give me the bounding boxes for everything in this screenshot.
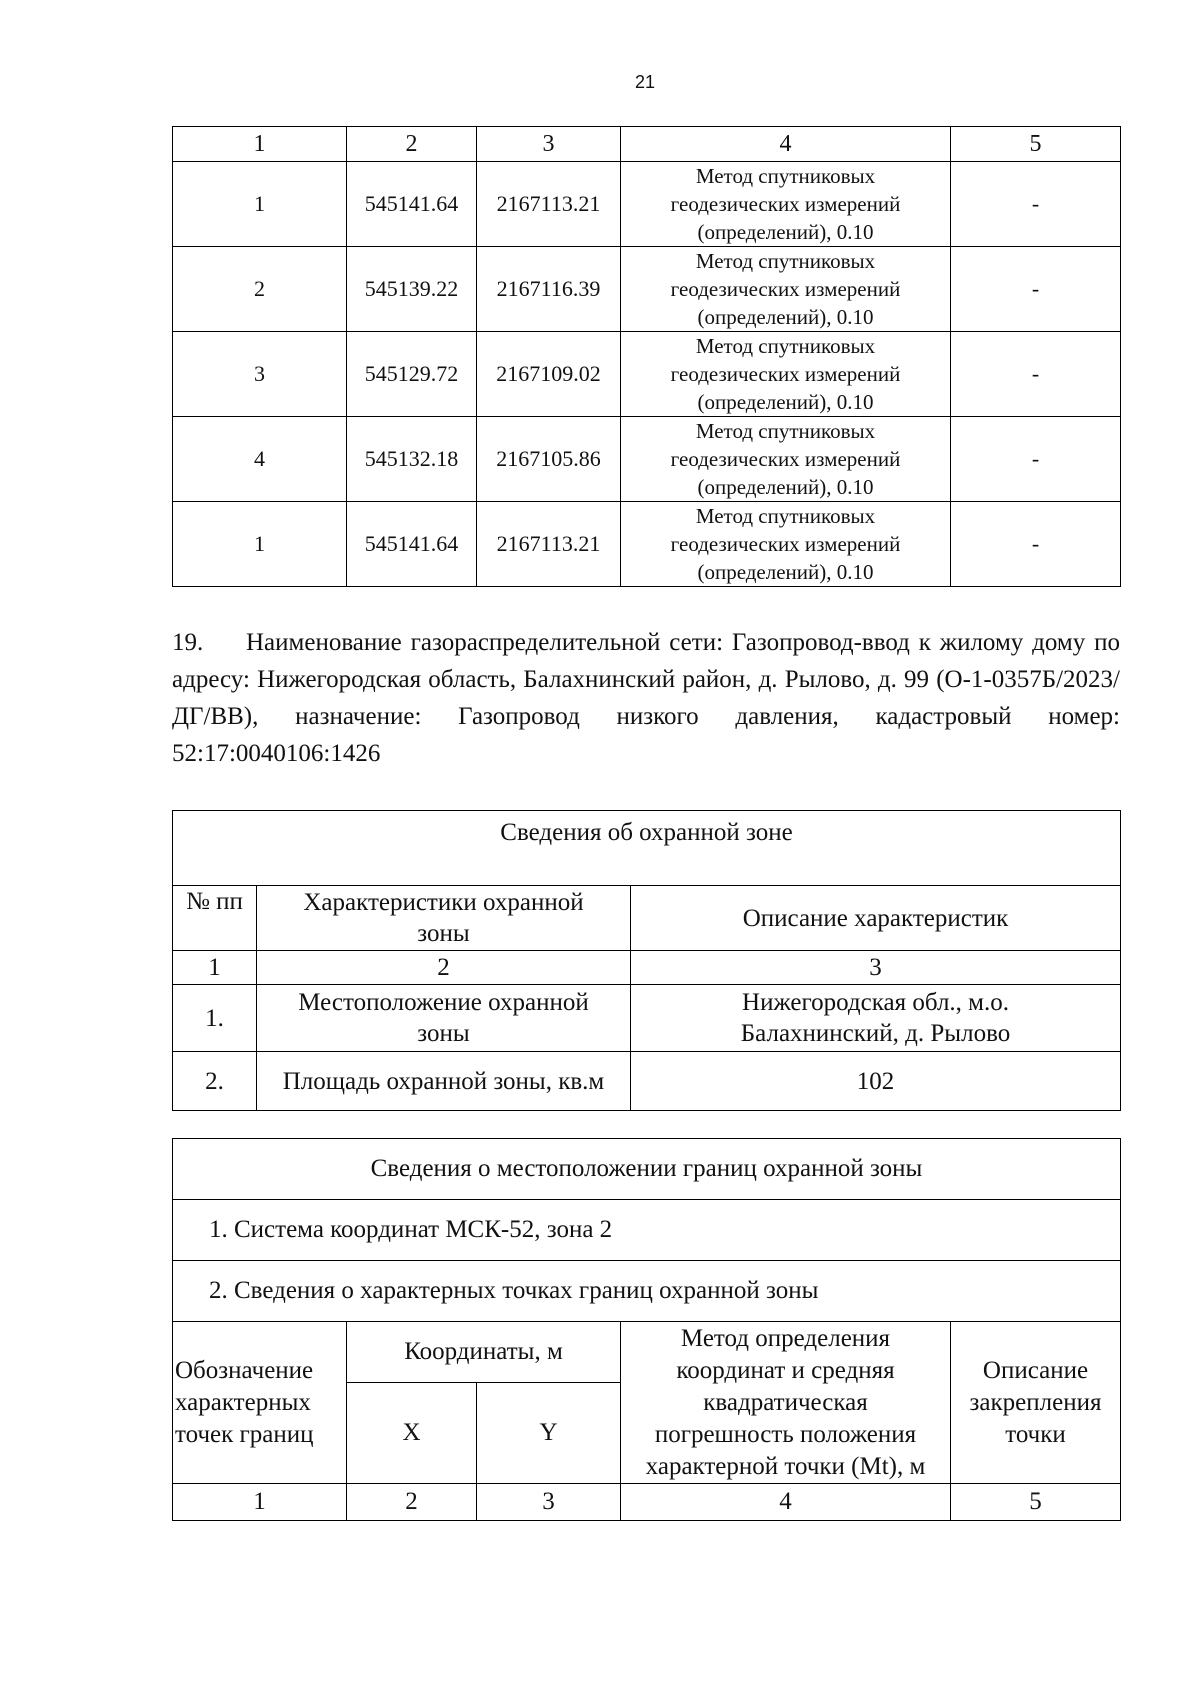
header-cell: 4	[621, 127, 951, 162]
table-row	[173, 985, 1121, 1052]
col-number-header: № пп	[173, 886, 257, 951]
points-info-row	[173, 1261, 1121, 1322]
col-description-header: Описание характеристик	[631, 886, 1121, 951]
point-number: 2	[173, 247, 347, 332]
zone-table-title: Сведения об охранной зоне	[173, 811, 1121, 886]
coord-y: 2167105.86	[477, 417, 621, 502]
zone-header-row	[173, 886, 1121, 951]
method-line: (определений), 0.10	[697, 475, 874, 499]
header-line: квадратическая	[703, 1388, 868, 1416]
coord-y: 2167116.39	[477, 247, 621, 332]
points-table	[172, 126, 1121, 587]
method-line: Метод спутниковых	[695, 504, 876, 528]
zone-title-row	[173, 811, 1121, 886]
header-line: точек границ	[175, 1420, 314, 1448]
column-number: 1	[173, 951, 257, 985]
protection-zone-table	[172, 810, 1121, 1111]
cell-line: Местоположение охранной	[298, 989, 589, 1016]
characteristic-cell	[257, 985, 631, 1052]
point-number: 4	[173, 417, 347, 502]
method-line: Метод спутниковых	[695, 249, 876, 273]
cell-line: Балахнинский, д. Рылово	[740, 1020, 1011, 1047]
method-line: геодезических измерений	[670, 362, 901, 386]
header-line: характерных	[175, 1388, 311, 1416]
cell-line: Нижегородская обл., м.о.	[742, 989, 1009, 1016]
network-description-paragraph	[172, 624, 1120, 772]
table-row	[173, 162, 1121, 247]
method-cell	[621, 247, 951, 332]
bounds-title-row	[173, 1139, 1121, 1200]
paragraph-number: 19.	[172, 629, 204, 656]
row-number: 1.	[173, 985, 257, 1052]
fixing-description: -	[951, 162, 1121, 247]
header-line: Описание	[982, 1356, 1089, 1384]
column-number: 2	[347, 1484, 477, 1521]
coord-y: 2167113.21	[477, 502, 621, 587]
bounds-numbering-row	[173, 1484, 1121, 1521]
col-fixing-header	[951, 1322, 1121, 1484]
method-line: Метод спутниковых	[695, 334, 876, 358]
method-cell	[621, 332, 951, 417]
header-line: точки	[1005, 1420, 1066, 1448]
coordinates-header: Координаты, м	[347, 1322, 621, 1383]
header-cell: 1	[173, 127, 347, 162]
table-row	[173, 502, 1121, 587]
method-line: геодезических измерений	[670, 192, 901, 216]
x-header: X	[347, 1383, 477, 1484]
description-cell	[631, 985, 1121, 1052]
header-line: Метод определения	[680, 1324, 891, 1352]
y-header: Y	[477, 1383, 621, 1484]
header-line: Характеристики охранной	[303, 889, 584, 916]
coordinate-system: 1. Система координат МСК-52, зона 2	[173, 1200, 1121, 1261]
method-line: (определений), 0.10	[697, 220, 874, 244]
bounds-header-row	[173, 1322, 1121, 1383]
coordinate-system-row	[173, 1200, 1121, 1261]
header-cell: 3	[477, 127, 621, 162]
table-row	[173, 417, 1121, 502]
method-cell	[621, 502, 951, 587]
fixing-description: -	[951, 247, 1121, 332]
table-row	[173, 332, 1121, 417]
fixing-description: -	[951, 332, 1121, 417]
header-line: Обозначение	[175, 1356, 314, 1384]
method-cell	[621, 417, 951, 502]
coord-y: 2167113.21	[477, 162, 621, 247]
method-line: Метод спутниковых	[695, 419, 876, 443]
zone-numbering-row	[173, 951, 1121, 985]
column-number: 3	[477, 1484, 621, 1521]
coord-x: 545141.64	[347, 502, 477, 587]
page-number: 21	[634, 72, 656, 92]
column-number: 4	[621, 1484, 951, 1521]
method-line: (определений), 0.10	[697, 305, 874, 329]
paragraph-text: Наименование газораспределительной сети: Газопровод-ввод к жилому дому по адресу: Нижегородская область, Балахнинский район, д. Рылово, д. 99 (О-1-0357Б/2023/ДГ/ВВ), назначение: Газопровод низкого давления, кадастровый номер: 52:17:0040106:1426	[172, 629, 1120, 767]
characteristic-cell: Площадь охранной зоны, кв.м	[257, 1052, 631, 1111]
fixing-description: -	[951, 417, 1121, 502]
method-line: геодезических измерений	[670, 447, 901, 471]
col-characteristics-header	[257, 886, 631, 951]
fixing-description: -	[951, 502, 1121, 587]
coord-x: 545132.18	[347, 417, 477, 502]
method-line: геодезических измерений	[670, 277, 901, 301]
point-number: 3	[173, 332, 347, 417]
description-cell: 102	[631, 1052, 1121, 1111]
points-info-title: 2. Сведения о характерных точках границ охранной зоны	[173, 1261, 1121, 1322]
column-number: 3	[631, 951, 1121, 985]
col-designation-header	[173, 1322, 347, 1484]
column-number: 5	[951, 1484, 1121, 1521]
header-line: погрешность положения	[654, 1420, 917, 1448]
coord-y: 2167109.02	[477, 332, 621, 417]
header-cell: 2	[347, 127, 477, 162]
method-line: (определений), 0.10	[697, 390, 874, 414]
coord-x: 545141.64	[347, 162, 477, 247]
point-number: 1	[173, 502, 347, 587]
coord-x: 545139.22	[347, 247, 477, 332]
boundaries-table	[172, 1138, 1121, 1521]
header-line: координат и средняя	[676, 1356, 895, 1384]
method-line: Метод спутниковых	[695, 164, 876, 188]
table-row	[173, 1052, 1121, 1111]
method-cell	[621, 162, 951, 247]
method-line: (определений), 0.10	[697, 560, 874, 584]
table-row	[173, 247, 1121, 332]
coord-x: 545129.72	[347, 332, 477, 417]
column-number: 1	[173, 1484, 347, 1521]
cell-line: зоны	[417, 1020, 470, 1047]
header-line: зоны	[417, 920, 470, 947]
bounds-table-title: Сведения о местоположении границ охранной зоны	[173, 1139, 1121, 1200]
header-cell: 5	[951, 127, 1121, 162]
header-line: закрепления	[969, 1388, 1102, 1416]
header-line: характерной точки (Mt), м	[645, 1452, 926, 1480]
row-number: 2.	[173, 1052, 257, 1111]
point-number: 1	[173, 162, 347, 247]
column-number: 2	[257, 951, 631, 985]
method-line: геодезических измерений	[670, 532, 901, 556]
points-header-row	[173, 127, 1121, 162]
col-method-header	[621, 1322, 951, 1484]
